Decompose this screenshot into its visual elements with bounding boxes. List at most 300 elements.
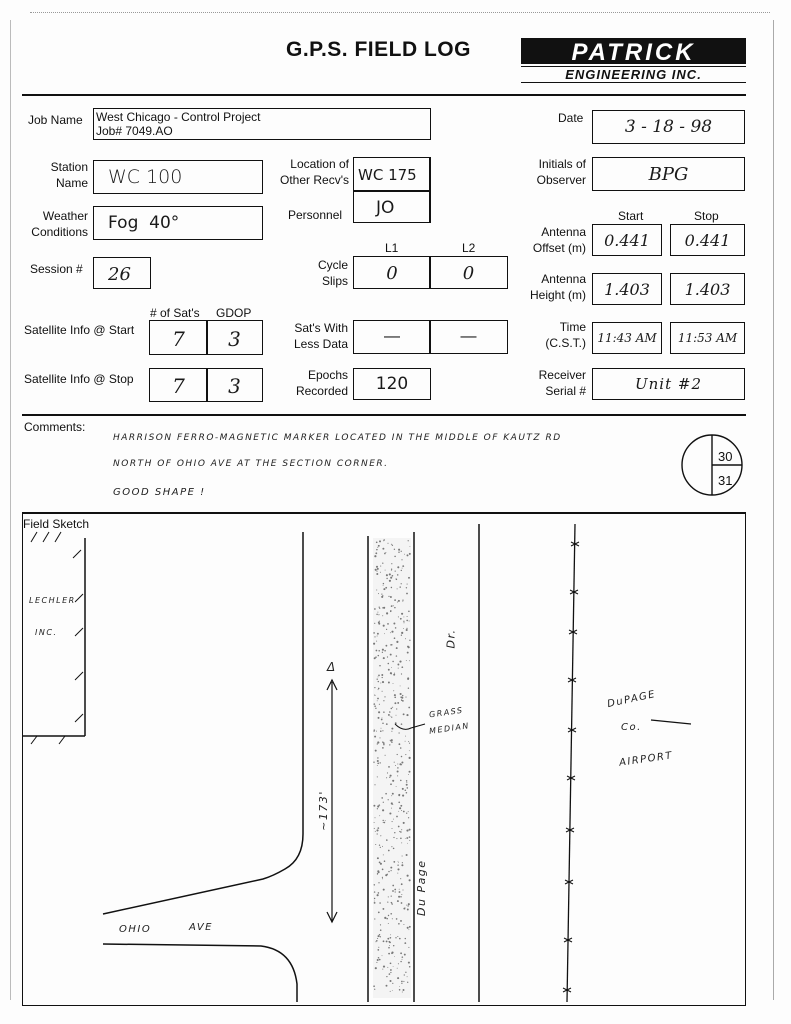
stipple-dot (400, 618, 402, 620)
stipple-dot (377, 776, 378, 777)
comments-line-2: NORTH OF OHIO AVE AT THE SECTION CORNER. (113, 459, 389, 469)
stipple-dot (407, 678, 409, 680)
stipple-dot (386, 574, 388, 576)
stipple-dot (378, 676, 379, 677)
stipple-dot (386, 918, 388, 920)
stipple-dot (377, 808, 378, 809)
stipple-dot (397, 601, 398, 602)
stipple-dot (386, 777, 387, 778)
stipple-dot (402, 889, 403, 890)
stipple-dot (383, 711, 385, 713)
stipple-dot (399, 586, 400, 587)
time-stop-value: 11:53 AM (677, 331, 738, 345)
sketch-label-lechler-inc: INC. (35, 628, 58, 637)
stipple-dot (401, 632, 403, 634)
sats-stop-value: 7 (172, 374, 185, 398)
gdop-start-value: 3 (228, 327, 241, 351)
stipple-dot (404, 974, 405, 975)
stipple-dot (388, 799, 389, 800)
stipple-dot (406, 837, 408, 839)
stipple-dot (405, 741, 406, 742)
stipple-dot (401, 829, 402, 830)
stipple-dot (405, 697, 406, 698)
stipple-dot (408, 817, 409, 818)
stipple-dot (385, 645, 387, 647)
stipple-dot (374, 555, 376, 557)
stipple-dot (375, 569, 377, 571)
stipple-dot (406, 629, 408, 631)
stipple-dot (393, 848, 395, 850)
comments-line-1: HARRISON FERRO-MAGNETIC MARKER LOCATED IN THE MIDDLE OF KAUTZ RD (113, 433, 562, 443)
field-sats-less-l2 (429, 320, 508, 354)
stipple-dot (398, 551, 399, 552)
stipple-dot (397, 566, 399, 568)
stipple-dot (382, 563, 383, 564)
stipple-dot (409, 660, 410, 661)
stipple-dot (374, 608, 376, 610)
field-epochs (353, 368, 431, 400)
stipple-dot (392, 575, 394, 577)
field-station-name (93, 160, 263, 194)
sketch-label-median: MEDIAN (428, 721, 471, 736)
stipple-dot (407, 976, 408, 977)
stipple-dot (382, 809, 384, 811)
stipple-dot (377, 700, 378, 701)
station-name-value: WC 100 (108, 166, 183, 188)
field-antenna-height-start (592, 273, 662, 305)
stipple-dot (397, 664, 399, 666)
stipple-dot (389, 945, 390, 946)
stipple-dot (394, 673, 395, 674)
stipple-dot (391, 570, 392, 571)
stipple-dot (391, 952, 393, 954)
sketch-label-ohio: OHIO (119, 924, 152, 935)
label-comments: Comments: (24, 420, 86, 434)
stipple-dot (377, 698, 379, 700)
stipple-dot (390, 913, 392, 915)
stipple-dot (378, 650, 380, 652)
stipple-dot (379, 665, 380, 666)
stipple-dot (381, 797, 383, 799)
stipple-dot (383, 583, 384, 584)
label-station-name (30, 160, 88, 190)
stipple-dot (406, 905, 407, 906)
stipple-dot (406, 714, 408, 716)
stipple-dot (376, 542, 378, 544)
label-num-sats: # of Sat's (150, 306, 200, 320)
field-job-name (93, 108, 431, 140)
stipple-dot (378, 655, 379, 656)
stipple-dot (398, 963, 399, 964)
stipple-dot (379, 815, 380, 816)
stipple-dot (381, 596, 383, 598)
stipple-dot (377, 568, 379, 570)
stipple-dot (398, 896, 400, 898)
stipple-dot (382, 955, 383, 956)
field-sats-less-l1 (353, 320, 431, 354)
stipple-dot (396, 786, 397, 787)
label-antenna-height-1: Antenna (541, 272, 586, 286)
stipple-dot (379, 737, 380, 738)
stipple-dot (383, 588, 385, 590)
stipple-dot (409, 840, 410, 841)
stipple-dot (402, 855, 403, 856)
stipple-dot (387, 663, 389, 665)
stipple-dot (392, 821, 393, 822)
stipple-dot (377, 633, 379, 635)
stipple-dot (375, 750, 377, 752)
stipple-dot (378, 688, 380, 690)
stipple-dot (397, 936, 398, 937)
stipple-dot (384, 633, 385, 634)
stipple-dot (386, 578, 387, 579)
stipple-dot (388, 947, 390, 949)
stipple-dot (401, 902, 403, 904)
field-cycle-l1 (353, 256, 431, 289)
stipple-dot (401, 551, 402, 552)
stipple-dot (383, 700, 384, 701)
stipple-dot (400, 693, 402, 695)
stipple-dot (389, 980, 391, 982)
label-cycle-2: Slips (321, 274, 348, 288)
field-cycle-l2 (429, 256, 508, 289)
stipple-dot (399, 989, 401, 991)
receiver-serial-value: Unit #2 (634, 375, 702, 393)
stipple-dot (376, 641, 377, 642)
label-initials-2: Observer (536, 173, 586, 187)
stipple-dot (398, 801, 400, 803)
stipple-dot (374, 687, 375, 688)
stipple-dot (401, 864, 403, 866)
stipple-dot (391, 895, 392, 896)
section-corner-symbol (680, 433, 744, 497)
stipple-dot (391, 667, 392, 668)
stipple-dot (377, 959, 379, 961)
stipple-dot (388, 923, 389, 924)
stipple-dot (399, 889, 400, 890)
stipple-dot (400, 896, 402, 898)
stipple-dot (376, 566, 378, 568)
stipple-dot (407, 616, 408, 617)
stipple-dot (377, 765, 378, 766)
stipple-dot (383, 966, 385, 968)
label-weather-2: Conditions (31, 225, 88, 239)
stipple-dot (407, 584, 408, 585)
stipple-dot (392, 661, 393, 662)
stipple-dot (394, 549, 395, 550)
stipple-dot (402, 565, 404, 567)
stipple-dot (395, 627, 397, 629)
stipple-dot (379, 540, 381, 542)
stipple-dot (398, 795, 400, 797)
stipple-dot (399, 938, 401, 940)
stipple-dot (397, 868, 399, 870)
stipple-dot (373, 643, 375, 645)
stipple-dot (376, 614, 377, 615)
stipple-dot (401, 761, 403, 763)
stipple-dot (407, 843, 408, 844)
stipple-dot (374, 657, 376, 659)
stipple-dot (389, 744, 390, 745)
stipple-dot (374, 918, 375, 919)
stipple-dot (379, 608, 380, 609)
left-scan-edge (10, 20, 11, 1000)
stipple-dot (392, 793, 394, 795)
stipple-dot (406, 784, 408, 786)
label-weather-1: Weather (42, 209, 88, 223)
stipple-dot (390, 632, 391, 633)
sketch-label-dr: Dr. (444, 628, 458, 649)
stipple-dot (381, 728, 382, 729)
label-antenna-offset (510, 225, 586, 255)
stipple-dot (401, 583, 402, 584)
stipple-dot (406, 782, 407, 783)
label-sats-less-1: Sat's With (294, 321, 348, 335)
stipple-dot (380, 863, 382, 865)
stipple-dot (395, 722, 397, 724)
stipple-dot (403, 981, 404, 982)
stipple-dot (377, 938, 378, 939)
stipple-dot (377, 870, 379, 872)
stipple-dot (382, 548, 384, 550)
stipple-dot (386, 723, 388, 725)
stipple-dot (400, 878, 401, 879)
label-antenna-height (510, 272, 586, 302)
stipple-dot (409, 757, 411, 759)
stipple-dot (400, 685, 401, 686)
label-antenna-offset-2: Offset (m) (532, 241, 586, 255)
field-personnel (353, 191, 431, 223)
stipple-dot (392, 983, 393, 984)
stipple-dot (386, 839, 388, 841)
stipple-dot (397, 900, 399, 902)
stipple-dot (408, 947, 409, 948)
stipple-dot (389, 573, 391, 575)
stipple-dot (378, 717, 380, 719)
stipple-dot (375, 844, 376, 845)
stipple-dot (403, 822, 405, 824)
page-title: G.P.S. FIELD LOG (286, 38, 471, 61)
stipple-dot (405, 638, 406, 639)
stipple-dot (382, 615, 383, 616)
stipple-dot (389, 777, 390, 778)
stipple-dot (380, 929, 382, 931)
road-edge-ohio-south (103, 944, 297, 1002)
section-bottom-number: 31 (718, 473, 733, 488)
field-sats-stop (149, 368, 208, 402)
stipple-dot (399, 831, 400, 832)
stipple-dot (409, 553, 411, 555)
stipple-dot (391, 563, 392, 564)
logo-wordmark: PATRICK (521, 38, 746, 64)
stipple-dot (392, 990, 393, 991)
stipple-dot (391, 708, 393, 710)
stipple-dot (388, 953, 390, 955)
label-receiver-2: Serial # (545, 384, 586, 398)
stipple-dot (396, 918, 398, 920)
stipple-dot (373, 761, 374, 762)
date-value: 3 - 18 - 98 (624, 117, 713, 137)
stipple-dot (401, 894, 402, 895)
stipple-dot (404, 954, 406, 956)
stipple-dot (401, 673, 402, 674)
stipple-dot (390, 972, 391, 973)
airport-fence (567, 524, 575, 1002)
label-epochs (280, 368, 348, 398)
stipple-dot (397, 775, 398, 776)
stipple-dot (398, 811, 399, 812)
stipple-dot (374, 828, 375, 829)
stipple-dot (377, 857, 379, 859)
stipple-dot (393, 966, 394, 967)
stipple-dot (377, 833, 378, 834)
stipple-dot (378, 623, 380, 625)
label-location-1: Location of (290, 157, 349, 171)
stipple-dot (373, 731, 374, 732)
stipple-dot (382, 681, 384, 683)
stipple-dot (373, 632, 375, 634)
stipple-dot (388, 596, 389, 597)
stipple-dot (405, 972, 406, 973)
stipple-dot (398, 668, 399, 669)
sketch-label-du-page: Du Page (415, 859, 428, 916)
stipple-dot (405, 838, 406, 839)
stipple-dot (394, 696, 396, 698)
stipple-dot (383, 657, 385, 659)
stipple-dot (391, 728, 393, 730)
stipple-dot (380, 847, 381, 848)
stipple-dot (391, 795, 392, 796)
stipple-dot (375, 831, 376, 832)
stipple-dot (388, 714, 390, 716)
label-location-other (265, 157, 349, 187)
sketch-triangle-marker: Δ (327, 660, 336, 674)
stipple-dot (409, 640, 410, 641)
stipple-dot (384, 917, 386, 919)
stipple-dot (400, 805, 402, 807)
stipple-dot (385, 587, 387, 589)
stipple-dot (377, 762, 379, 764)
stipple-dot (374, 784, 375, 785)
stipple-dot (393, 683, 394, 684)
stipple-dot (402, 956, 404, 958)
stipple-dot (378, 892, 380, 894)
stipple-dot (403, 622, 404, 623)
stipple-dot (382, 717, 383, 718)
stipple-dot (401, 810, 402, 811)
gdop-stop-value: 3 (228, 374, 241, 398)
stipple-dot (394, 762, 395, 763)
session-value: 26 (108, 264, 131, 285)
stipple-dot (391, 605, 393, 607)
stipple-dot (390, 654, 392, 656)
stipple-dot (382, 677, 383, 678)
initials-value: BPG (648, 164, 689, 185)
field-receiver-serial (592, 368, 745, 400)
stipple-dot (397, 864, 398, 865)
stipple-dot (401, 635, 402, 636)
stipple-dot (380, 730, 382, 732)
stipple-dot (394, 599, 396, 601)
stipple-dot (377, 873, 378, 874)
stipple-dot (376, 573, 378, 575)
stipple-dot (387, 967, 388, 968)
stipple-dot (400, 747, 402, 749)
stipple-dot (394, 702, 396, 704)
stipple-dot (408, 707, 410, 709)
label-stop: Stop (694, 209, 719, 223)
label-cycle-1: Cycle (317, 258, 348, 272)
stipple-dot (393, 837, 394, 838)
stipple-dot (375, 817, 376, 818)
label-receiver-1: Receiver (538, 368, 586, 382)
stipple-dot (391, 716, 392, 717)
stipple-dot (408, 741, 409, 742)
stipple-dot (402, 992, 403, 993)
stipple-dot (386, 985, 388, 987)
antenna-offset-start-value: 0.441 (604, 231, 650, 250)
median-stipple (373, 538, 411, 998)
stipple-dot (376, 731, 377, 732)
field-initials (592, 157, 745, 191)
stipple-dot (405, 907, 406, 908)
stipple-dot (401, 559, 402, 560)
stipple-dot (388, 871, 389, 872)
stipple-dot (374, 902, 376, 904)
stipple-dot (382, 723, 384, 725)
stipple-dot (391, 741, 393, 743)
stipple-dot (402, 795, 404, 797)
stipple-dot (380, 924, 381, 925)
stipple-dot (378, 957, 380, 959)
stipple-dot (396, 816, 398, 818)
label-time-1: Time (559, 320, 586, 334)
stipple-dot (374, 822, 375, 823)
stipple-dot (402, 700, 404, 702)
antenna-height-stop-value: 1.403 (684, 280, 731, 299)
stipple-dot (373, 703, 375, 705)
stipple-dot (379, 959, 381, 961)
stipple-dot (406, 813, 407, 814)
stipple-dot (391, 902, 392, 903)
stipple-dot (385, 793, 387, 795)
stipple-dot (380, 572, 381, 573)
stipple-dot (390, 783, 392, 785)
stipple-dot (380, 683, 381, 684)
sats-less-l1-value: — (384, 328, 400, 345)
label-initials (520, 157, 586, 187)
stipple-dot (374, 736, 376, 738)
stipple-dot (397, 873, 398, 874)
stipple-dot (402, 695, 403, 696)
stipple-dot (376, 589, 377, 590)
stipple-dot (394, 637, 396, 639)
stipple-dot (377, 547, 378, 548)
stipple-dot (382, 908, 384, 910)
stipple-dot (388, 850, 390, 852)
stipple-dot (393, 605, 394, 606)
job-name-line2: Job# 7049.AO (96, 124, 173, 138)
stipple-dot (379, 845, 380, 846)
stipple-dot (388, 915, 389, 916)
stipple-dot (394, 889, 396, 891)
stipple-dot (406, 660, 407, 661)
stipple-dot (380, 936, 381, 937)
antenna-height-start-value: 1.403 (604, 280, 650, 299)
field-gdop-start (206, 320, 263, 355)
cycle-l1-value: 0 (386, 263, 398, 284)
stipple-dot (390, 934, 391, 935)
